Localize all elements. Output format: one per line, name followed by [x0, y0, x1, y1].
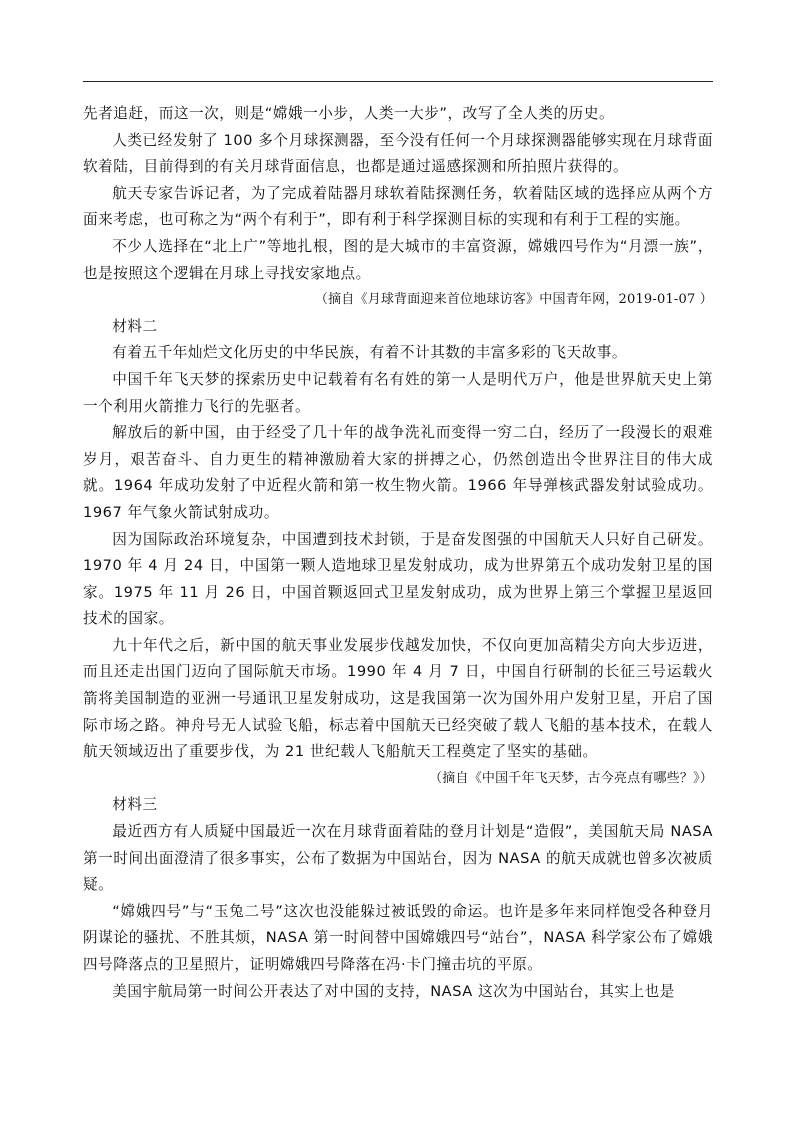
- paragraph: 最近西方有人质疑中国最近一次在月球背面着陆的登月计划是“造假”，美国航天局 NASA 第一时间出面澄清了很多事实，公布了数据为中国站台，因为 NASA 的航天成就也曾多次被质疑。: [83, 823, 713, 894]
- paragraph: 先者追赶，而这一次，则是“嫦娥一小步，人类一大步”，改写了全人类的历史。: [83, 105, 615, 122]
- paragraph: 人类已经发射了 100 多个月球探测器，至今没有任何一个月球探测器能够实现在月球背面软着陆，目前得到的有关月球背面信息，也都是通过遥感探测和所拍照片获得的。: [83, 131, 713, 176]
- source-citation: （摘自《中国千年飞天梦，古今亮点有哪些？》）: [429, 770, 713, 786]
- paragraph: “嫦娥四号”与“玉兔二号”这次也没能躲过被诋毁的命运。也许是多年来同样饱受各种登月阴谋论的骚扰、不胜其烦，NASA 第一时间替中国嫦娥四号“站台”，NASA 科学家公布了嫦娥四号降落点的卫星照片，证明嫦娥四号降落在冯·卡门撞击坑的平原。: [83, 902, 713, 973]
- paragraph: 美国宇航局第一时间公开表达了对中国的支持，NASA 这次为中国站台，其实上也是: [112, 982, 675, 1000]
- paragraph: 不少人选择在“北上广”等地扎根，图的是大城市的丰富资源，嫦娥四号作为“月漂一族”，也是按照这个逻辑在月球上寻找安家地点。: [83, 237, 713, 282]
- paragraph: 有着五千年灿烂文化历史的中华民族，有着不计其数的丰富多彩的飞天故事。: [112, 344, 628, 362]
- article-body: [83, 101, 713, 1005]
- section-heading: 材料三: [112, 796, 158, 814]
- paragraph: 解放后的新中国，由于经受了几十年的战争洗礼而变得一穷二白，经历了一段漫长的艰难岁月，艰苦奋斗、自力更生的精神激励着大家的拼搏之心，仍然创造出令世界注目的伟大成就。1964 年成功发射了中近程火箭和第一枚生物火箭。1966 年导弹核武器发射试验成功。1967 年气象火箭试射成功。: [83, 424, 713, 521]
- source-citation: （摘自《月球背面迎来首位地球访客》中国青年网，2019-01-07 ）: [314, 292, 713, 308]
- paragraph: 中国千年飞天梦的探索历史中记载着有名有姓的第一人是明代万户，他是世界航天史上第一个利用火箭推力飞行的先驱者。: [83, 370, 713, 415]
- section-heading: 材料二: [112, 317, 158, 335]
- paragraph: 因为国际政治环境复杂，中国遭到技术封锁，于是奋发图强的中国航天人只好自己研发。1970 年 4 月 24 日，中国第一颗人造地球卫星发射成功，成为世界第五个成功发射卫星的国家。1975 年 11 月 26 日，中国首颗返回式卫星发射成功，成为世界上第三个掌握卫星返回技术的国家。: [83, 530, 713, 628]
- paragraph: 九十年代之后，新中国的航天事业发展步伐越发加快，不仅向更加高精尖方向大步迈进，而且还走出国门迈向了国际航天市场。1990 年 4 月 7 日，中国自行研制的长征三号运载火箭将美国制造的亚洲一号通讯卫星发射成功，这是我国第一次为国外用户发射卫星，开启了国际市场之路。神舟号无人试验飞船，标志着中国航天已经突破了载人飞船的基本技术，在载人航天领域迈出了重要步伐，为 21 世纪载人飞船航天工程奠定了坚实的基础。: [83, 636, 713, 761]
- paragraph: 航天专家告诉记者，为了完成着陆器月球软着陆探测任务，软着陆区域的选择应从两个方面来考虑，也可称之为“两个有利于”，即有利于科学探测目标的实现和有利于工程的实施。: [83, 184, 713, 229]
- header-rule: [83, 81, 713, 82]
